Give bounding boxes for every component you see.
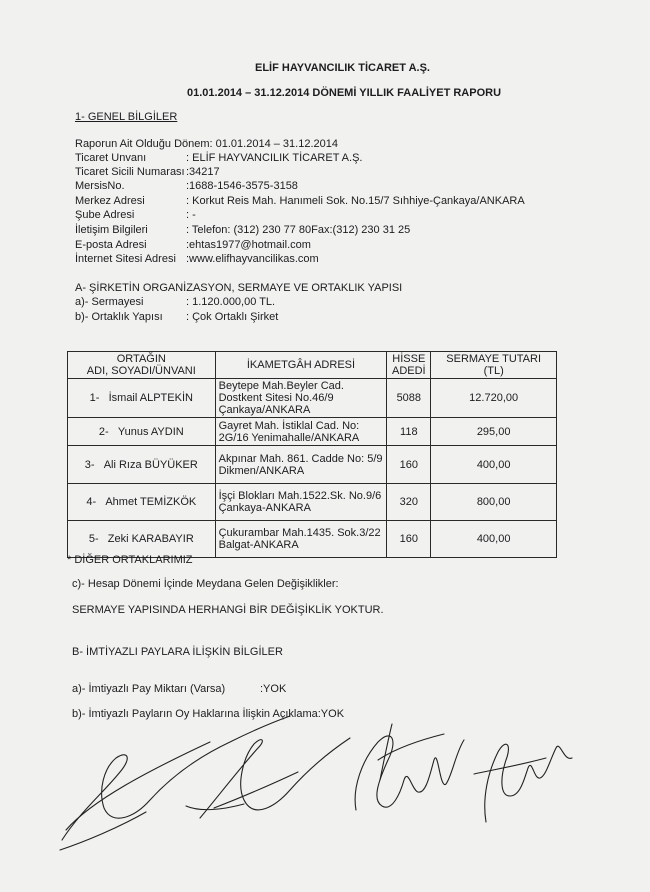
field-label: MersisNo. <box>75 180 125 192</box>
row-number: 4- <box>86 496 97 508</box>
address-line: Çankaya-ANKARA <box>218 502 311 514</box>
address-line: İşçi Blokları Mah.1522.Sk. No.9/6 <box>218 490 382 502</box>
company-title: ELİF HAYVANCILIK TİCARET A.Ş. <box>255 62 430 74</box>
address-line: Akpınar Mah. 861. Cadde No: 5/9 <box>218 452 383 465</box>
field-value: :34217 <box>186 166 220 178</box>
address-line: Beytepe Mah.Beyler Cad. <box>218 380 344 392</box>
address-line: Çankaya/ANKARA <box>218 404 311 416</box>
changes-value: SERMAYE YAPISINDA HERHANGİ BİR DEĞİŞİKLİK YOKTUR. <box>72 604 384 616</box>
row-number: 3- <box>84 458 95 471</box>
row-number: 5- <box>88 533 99 545</box>
field-label: Merkez Adresi <box>75 195 145 207</box>
field-value: :ehtas1977@hotmail.com <box>186 239 311 251</box>
privileged-amount-label: a)- İmtiyazlı Pay Miktarı (Varsa) <box>72 683 226 695</box>
shares-cell: 160 <box>387 446 431 484</box>
partner-name: İsmail ALPTEKİN <box>108 392 193 404</box>
address-line: 2G/16 Yenimahalle/ANKARA <box>218 431 360 444</box>
address-line: Dostkent Sitesi No.46/9 <box>218 392 334 404</box>
report-period: Raporun Ait Olduğu Dönem: 01.01.2014 – 31.12.2014 <box>75 138 338 150</box>
field-label: Şube Adresi <box>75 209 135 221</box>
field-value: : - <box>186 209 196 221</box>
privileged-voting-line: b)- İmtiyazlı Payların Oy Haklarına İlişkin Açıklama:YOK <box>72 708 345 720</box>
field-value: :1688-1546-3575-3158 <box>186 180 298 192</box>
report-title: 01.01.2014 – 31.12.2014 DÖNEMİ YILLIK FAALİYET RAPORU <box>187 87 502 99</box>
partnership-value: : Çok Ortaklı Şirket <box>186 311 279 323</box>
field-value: : Telefon: (312) 230 77 80Fax:(312) 230 31 25 <box>186 224 411 236</box>
field-value: :www.elifhayvancilikas.com <box>186 253 319 265</box>
row-number: 1- <box>89 392 100 404</box>
row-number: 2- <box>98 425 109 438</box>
section-organization-heading: A- ŞİRKETİN ORGANİZASYON, SERMAYE VE ORTAKLIK YAPISI <box>75 282 403 294</box>
partner-name: Zeki KARABAYIR <box>107 533 194 545</box>
capital-cell: 400,00 <box>431 446 557 484</box>
address-line: Dikmen/ANKARA <box>218 464 305 477</box>
table-footnote: * DİĞER ORTAKLARIMIZ <box>67 554 193 566</box>
signature-2 <box>186 738 350 818</box>
address-line: Balgat-ANKARA <box>218 539 299 551</box>
partner-name: Ali Rıza BÜYÜKER <box>103 458 198 471</box>
signature-1 <box>60 716 290 850</box>
field-label: Ticaret Unvanı <box>75 152 147 164</box>
partner-name: Ahmet TEMİZKÖK <box>105 496 197 508</box>
shares-cell: 5088 <box>387 379 431 418</box>
field-value: : ELİF HAYVANCILIK TİCARET A.Ş. <box>186 152 363 164</box>
partnership-label: b)- Ortaklık Yapısı <box>75 311 163 323</box>
capital-cell: 295,00 <box>431 418 557 446</box>
address-line: Gayret Mah. İstiklal Cad. No: <box>218 419 360 432</box>
field-label: İletişim Bilgileri <box>75 224 148 236</box>
shares-cell: 160 <box>387 521 431 558</box>
field-value: : Korkut Reis Mah. Hanımeli Sok. No.15/7 Sıhhiye-Çankaya/ANKARA <box>186 195 525 207</box>
header-partner-line1: ORTAĞIN <box>116 353 166 365</box>
signature-3 <box>355 724 464 810</box>
header-address: İKAMETGÂH ADRESİ <box>215 352 387 379</box>
section-general-heading: 1- GENEL BİLGİLER <box>75 111 178 123</box>
shares-cell: 118 <box>387 418 431 446</box>
signature-4 <box>474 744 572 822</box>
field-label: Ticaret Sicili Numarası <box>75 166 185 178</box>
privileged-amount-value: :YOK <box>260 683 287 695</box>
field-label: E-posta Adresi <box>75 239 147 251</box>
header-capital-line2: (TL) <box>483 365 504 377</box>
changes-label: c)- Hesap Dönemi İçinde Meydana Gelen Değişiklikler: <box>72 578 339 590</box>
capital-value: : 1.120.000,00 TL. <box>186 296 276 308</box>
field-label: İnternet Sitesi Adresi <box>75 253 176 265</box>
capital-label: a)- Sermayesi <box>75 296 144 308</box>
header-shares-line1: HİSSE <box>392 353 426 365</box>
partner-name: Yunus AYDIN <box>117 425 184 438</box>
header-shares-line2: ADEDİ <box>392 365 426 377</box>
header-partner-line2: ADI, SOYADI/ÜNVANI <box>86 365 196 377</box>
header-capital-line1: SERMAYE TUTARI <box>446 353 542 365</box>
capital-cell: 800,00 <box>431 484 557 521</box>
section-privileged-heading: B- İMTİYAZLI PAYLARA İLİŞKİN BİLGİLER <box>72 646 283 658</box>
capital-cell: 12.720,00 <box>431 379 557 418</box>
address-line: Çukurambar Mah.1435. Sok.3/22 <box>218 527 381 539</box>
shares-cell: 320 <box>387 484 431 521</box>
capital-cell: 400,00 <box>431 521 557 558</box>
